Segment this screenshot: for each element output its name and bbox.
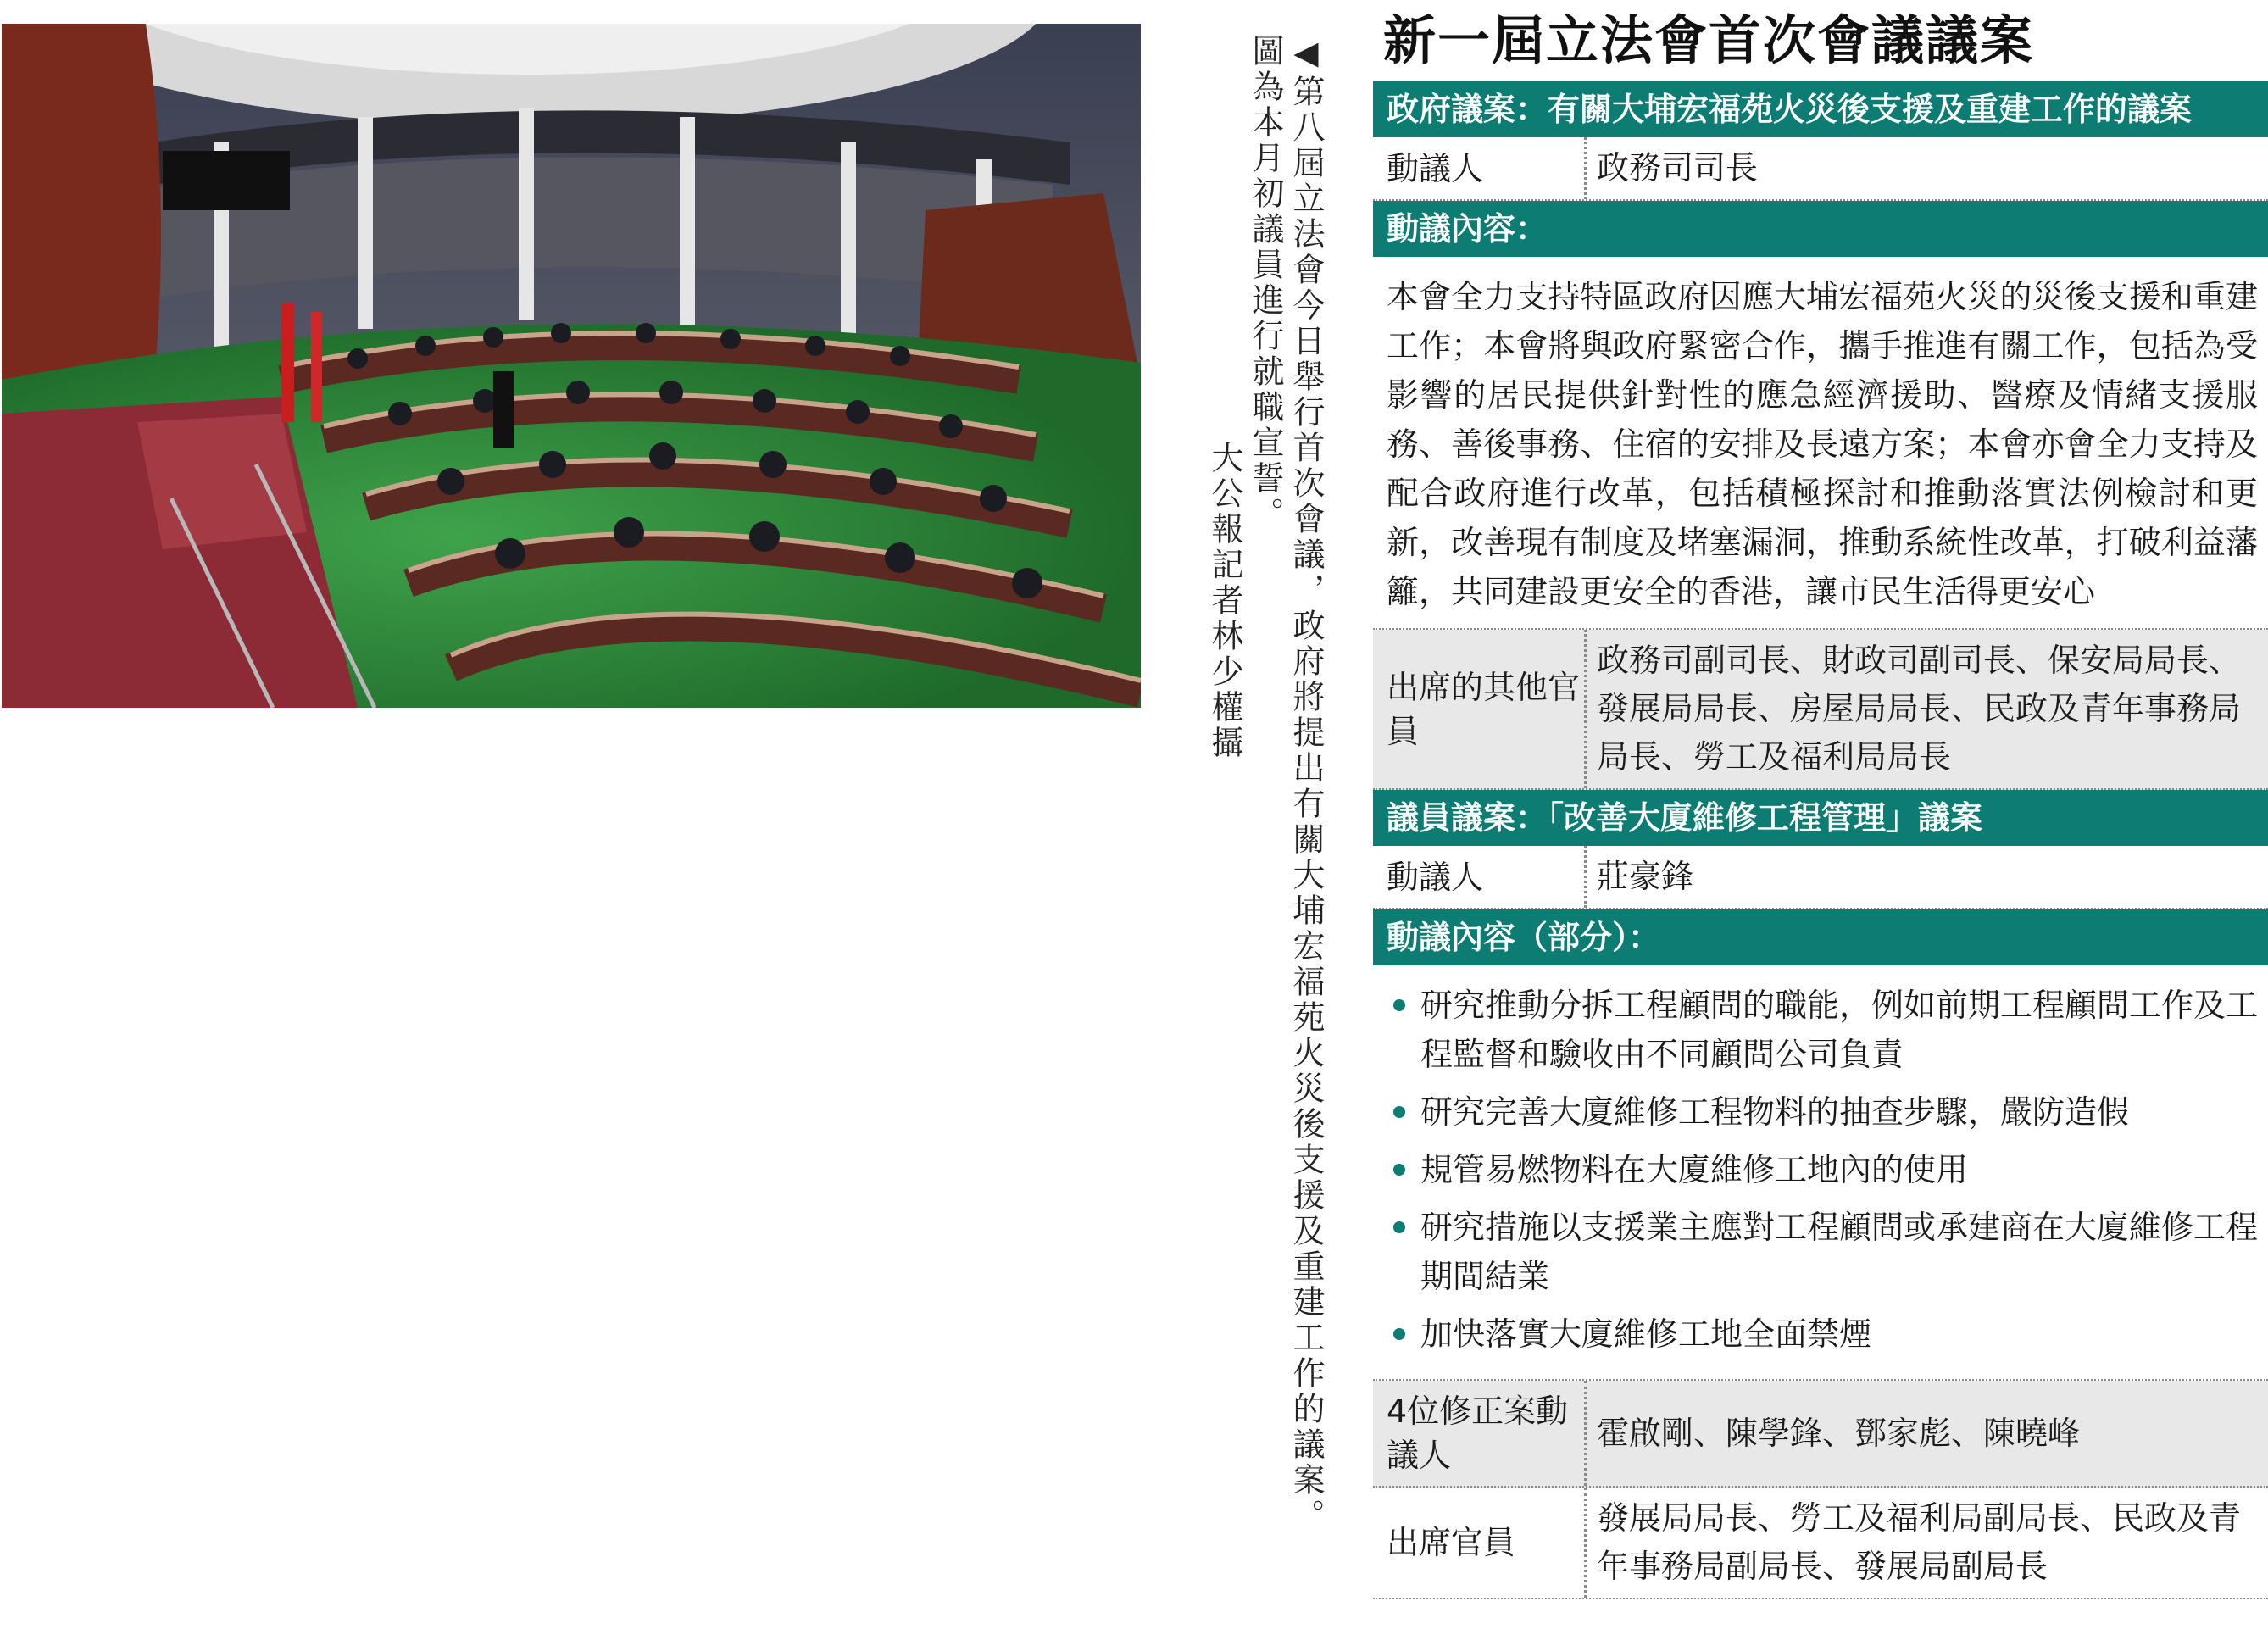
photo-credit: 大公報記者林少權攝 — [1206, 441, 1243, 761]
motions-table — [1373, 0, 2268, 1599]
gov-mover-value: 政務司司長 — [1597, 149, 1759, 186]
member-mover-label: 動議人 — [1373, 846, 1587, 908]
amend-movers-value: 霍啟剛、陳學鋒、鄧家彪、陳曉峰 — [1597, 1414, 2081, 1452]
gov-content-header: 動議內容： — [1373, 201, 2268, 257]
list-item: 研究完善大廈維修工程物料的抽查步驟，嚴防造假 — [1387, 1087, 2258, 1137]
member-content-header: 動議內容（部分）： — [1373, 909, 2268, 965]
gov-officials-value: 政務司副司長、財政司副司長、保安局局長、發展局局長、房屋局局長、民政及青年事務局局長、勞工及福利局局長 — [1597, 642, 2242, 776]
page-title: 新一屆立法會首次會議議案 — [1383, 9, 2035, 71]
gov-mover-label: 動議人 — [1373, 137, 1587, 199]
amend-movers-row — [1373, 1381, 2268, 1488]
member-officials-value: 發展局局長、勞工及福利局副局長、民政及青年事務局副局長、發展局副局長 — [1597, 1499, 2242, 1585]
member-mover-value: 莊豪鋒 — [1597, 858, 1694, 895]
list-item: 規管易燃物料在大廈維修工地內的使用 — [1387, 1145, 2258, 1194]
amend-movers-label: 4位修正案動議人 — [1373, 1381, 1587, 1486]
member-mover-row — [1373, 846, 2268, 909]
gov-content-text: 本會全力支持特區政府因應大埔宏福苑火災的災後支援和重建工作；本會將與政府緊密合作，攜手推進有關工作，包括為受影響的居民提供針對性的應急經濟援助、醫療及情緒支援服務、善後事務、住宿的安排及長遠方案；本會亦會全力支持及配合政府進行改革，包括積極探討和推動落實法例檢討和更新，改善現有制度及堵塞漏洞，推動系統性改革，打破利益藩籬，共同建設更安全的香港，讓市民生活得更安心 — [1373, 257, 2268, 630]
photo-caption — [1148, 34, 1326, 1560]
chamber-photo — [2, 24, 1141, 708]
gov-officials-label: 出席的其他官員 — [1373, 630, 1587, 788]
list-item: 研究措施以支援業主應對工程顧問或承建商在大廈維修工程期間結業 — [1387, 1203, 2258, 1301]
caption-text: ◀第八屆立法會今日舉行首次會議，政府將提出有關大埔宏福苑火災後支援及重建工作的議案。圖為本月初議員進行就職宣誓。 — [1247, 34, 1325, 1534]
gov-motion-header: 政府議案：有關大埔宏福苑火災後支援及重建工作的議案 — [1373, 81, 2268, 137]
list-item: 加快落實大廈維修工地全面禁煙 — [1387, 1310, 2258, 1359]
member-officials-row — [1373, 1488, 2268, 1599]
gov-mover-row — [1373, 137, 2268, 201]
member-content-list — [1373, 965, 2268, 1381]
list-item: 研究推動分拆工程顧問的職能，例如前期工程顧問工作及工程監督和驗收由不同顧問公司負責 — [1387, 981, 2258, 1079]
member-officials-label: 出席官員 — [1373, 1488, 1587, 1598]
member-motion-header: 議員議案：「改善大廈維修工程管理」議案 — [1373, 790, 2268, 846]
gov-officials-row — [1373, 630, 2268, 790]
